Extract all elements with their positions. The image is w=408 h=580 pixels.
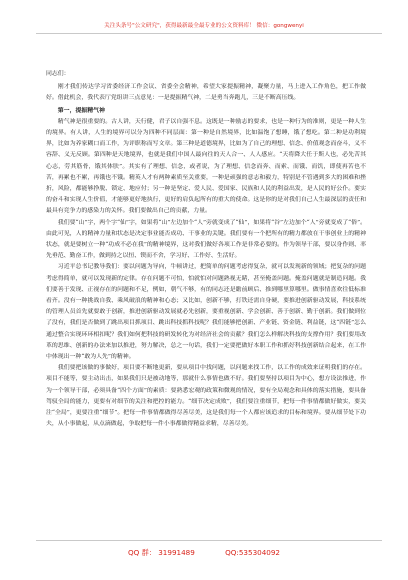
footer-qq-group: QQ 群： 31991489 [127, 548, 195, 557]
salutation: 同志们： [46, 71, 70, 77]
footer-rule [36, 540, 382, 541]
header-rule [36, 33, 382, 34]
header-banner: 关注头条号"公文研究"，获得最新最全最专业的公文资料库！ 微信：gongwenyi [104, 23, 304, 29]
body-paragraph: 精气神是很重要的。古人讲，天行健，君子以自强不息。这既是一种励志的要求，也是一种行为的准则，更是一种人生的境界。有人讲，人生的境界可以分为四种不同层面：第一种是自然境界，比如温饱了想睡，饿了想吃。第二种是功利境界，比如为养家糊口而工作，为评职称而写文章。第三种是道德境界，比如为了自己的理想、信念、价值观念而奋斗，义不容辞、义无反顾。第四种是天地境界，也就是我们中国人最向往的天人合一、人人感应。“天将降大任于斯人也，必先苦其心志，劳其筋骨，饿其体肤”。其实有了理想、信念，或者说，为了理想、信念而奔、而索、而饿、而饥，即使再苦也不苦，再累也不累，再饿也不饿。精英人才有两种素质至关重要，一种是顽强的意志和毅力，特别是不管遇到多大的困难和挫折，风险，都能够挣脱、锁定、地应付；另一种是坚定、爱人民、爱国家、民族和人民的利益出发，是人民的好公仆。要实的奋斗和实现人生价值，才能够更好地执行，更好的肩负起所有的重大的使命。这是你的是对我们自己人生最深层的责任和最具有竞争力的感染力的关怀。我们要做出自己的贡献，力量。 [46, 118, 366, 215]
document-body [46, 69, 366, 431]
intro-paragraph: 刚才我们传达学习省委经济工作会议、省委全会精神，希望大家提振精神，凝聚力量，马上进入工作角色，把工作做好。借此机会，我代表厅党组讲三点意见：一是提振精气神，二是勇当奔跑儿，三是不断高压线。 [46, 84, 366, 102]
footer-qq-number: QQ:535304092 [225, 548, 281, 557]
footer [0, 548, 408, 558]
section-heading: 第一，提振精气神 [57, 107, 105, 114]
body-paragraph: 习近平总书记教导我们：要以问题为导向，牛顿讲过，把简单的问题考虑得复杂，就可以发现新的领域；把复杂的问题考虑得简单，就可以发现新的定律。存在问题不可怕，怕就怕对问题熟视无睹，甚至掩盖问题。掩盖问题就是制造问题。我们要善于发现、正视存在的问题和不足，例如，朝气不够，有的同志还是瞻前顾后、推到哪里算哪里。做事情喜欢往低标准看齐。没有一种挑战自我、乘风破浪的精神和心态；又比如，创新不够，打铁还需自身硬，要推进创新驱动发展，科技系统的管理人员首先就要敢于创新，推进创新驱动发展就必先创新，要重视创新、学会创新、善于创新、勤于创新。我们做到位了没有，我们是否做到了跳出项目抓项目、跳出科技抓科技呢？我们能够把创新、产业链、资金链、利益链，这“四链”怎么通过整合实现环环相扣呢？我们如何把科技的研发转化为对经济社会的贡献？我们怎么样解决科技的支撑作用？我们要用改革的思维、创新的办法来加以推进，努力解决，总之一句话，我们一定要把做好本职工作和抓好科技创新结合起来，在工作中体现出一种“敢为人先”的精神。 [46, 264, 366, 361]
body-paragraph: 我们要“山”字，两个字“仙”字，如果将“山”左边加个“人”旁就变成了“仙”，如果将“谷”左边加个“人”旁就变成了“俗”。由此可见，人的精神力量和状态是决定事业能否成功、干事业的关键。我们要有一个把所有的精力都放在干事创业上的精神状态，就是要树立一种“功成不必在我”的精神境界，这对我们做好各项工作是非常必要的。作为领导干部，要以身作则、率先垂范、勤奋工作，做到持之以恒、锲而不舍，学习好、工作好、生活好。 [46, 219, 366, 260]
body-paragraph: 我们要把该做的事做好，项目要不断地更新，要从项目中找问题，以问题来找工作，以工作的成效来证明我们的存在。项目不能等，要主动出击，如果我们只是被动地等，那就什么事情也做不好。我们要坚持以项目为中心，想方设法推进，作为一个领导干部，必须具备“四个方面”的素质：要熟悉宏观的政策和微观的情况，要有全局观念和具体的落实措施，要具备驾驭全局的能力，更要有对细节的关注和把控的能力。“细节决定成败”，我们要注重细节，把每一件事情都做好做实，要关注“全局”，更要注重“细节”。把每一件事情都做得尽善尽美，这是我们每一个人都应该追求的目标和境界。要从细节处下功夫，从小事做起，从点滴做起，争取把每一件小事都做得精益求精，尽善尽美。 [46, 365, 366, 428]
